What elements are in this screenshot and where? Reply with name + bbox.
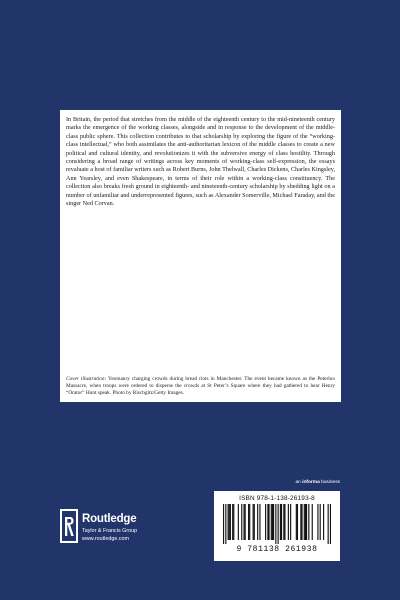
- barcode-bar: [257, 504, 258, 540]
- barcode-bar: [306, 504, 307, 540]
- caption-lead: Cover illustration:: [66, 375, 107, 382]
- barcode-bar: [304, 504, 305, 540]
- barcode-bar: [288, 504, 289, 540]
- barcode-bar: [284, 504, 285, 540]
- routledge-logo: [60, 509, 150, 549]
- barcode-bar: [230, 504, 231, 540]
- isbn-number: ISBN 978-1-138-26193-8: [239, 495, 315, 502]
- barcode-bar: [229, 504, 230, 540]
- barcode-bar: [280, 504, 281, 540]
- barcode-bar: [232, 504, 233, 540]
- publisher-url: www.routledge.com: [82, 536, 130, 542]
- barcode-bar: [328, 504, 329, 544]
- barcode-bar: [253, 504, 254, 540]
- barcode-bar: [281, 504, 282, 540]
- publisher-name: Routledge: [82, 513, 137, 525]
- barcode-bar: [275, 504, 276, 544]
- barcode-bar: [249, 504, 250, 540]
- barcode-bar: [323, 504, 324, 540]
- barcode-bar: [283, 504, 284, 540]
- barcode-bar: [265, 504, 266, 540]
- barcode-bar: [301, 504, 302, 540]
- informa-wordmark: informa: [302, 480, 320, 485]
- barcode-bar: [228, 504, 229, 540]
- barcode-bar: [243, 504, 244, 540]
- book-description: In Britain, the period that stretches from the middle of the eighteenth century to the mid-nineteenth century marks the emergence of the working classes, alongside and in response to the development of the middle-class public sphere. This collection contributes to that scholarship by exploring the figure of the “working-class intellectual,” who both assimilates the anti-authoritarian lexicon of the middle classes to create a new political and cultural identity, and revolutionizes it with the subversive energy of class hostility. Through considering a broad range of writings across key moments of working-class self-expression, the essays revaluate a host of familiar writers such as Robert Burns, John Thelwall, Charles Dickens, Charles Kingsley, Ann Yearsley, and even Shakespeare, in terms of their role within a working-class constituency. The collection also breaks fresh ground in eighteenth- and nineteenth-century scholarship by shedding light on a number of unfamiliar and underrepresented figures, such as Alexander Somerville, Michael Faraday, and the singer Ned Corvan.: [66, 116, 335, 208]
- barcode-bar: [308, 504, 309, 540]
- caption-text: Yeomanry charging crowds during bread riots in Manchester. The event became known as the Peterloo Massacre, when troops were ordered to disperse the crowds at St Peter’s Square where they had gathered to hear Henry “Orator” Hunt speak. Photo by Rischgitz/Getty Images.: [66, 375, 335, 396]
- barcode-bar: [320, 504, 321, 540]
- description-panel: [60, 110, 341, 402]
- barcode-bar: [254, 504, 255, 540]
- barcode-bar: [267, 504, 268, 540]
- barcode-bar: [300, 504, 301, 540]
- barcode-bar: [248, 504, 249, 540]
- barcode-digits: 9 781138 261938: [236, 545, 318, 554]
- barcode-bar: [271, 504, 272, 540]
- barcode-bar: [290, 504, 291, 540]
- barcode-bar: [312, 504, 313, 540]
- barcode-bar: [259, 504, 260, 540]
- publisher-group: Taylor & Francis Group: [82, 528, 138, 534]
- barcode-bar: [272, 504, 273, 540]
- barcode-bar: [225, 504, 226, 544]
- barcode-bar: [278, 504, 279, 544]
- barcode-bar: [273, 504, 274, 540]
- barcode-bar: [317, 504, 318, 540]
- barcode-bar: [268, 504, 269, 540]
- barcode-bar: [241, 504, 242, 540]
- barcode-bar: [245, 504, 246, 540]
- cover-illustration-caption: [66, 376, 335, 397]
- barcode-bar: [233, 504, 234, 540]
- informa-business-label: an informa business: [295, 480, 340, 485]
- barcode-bar: [297, 504, 298, 540]
- barcode-icon: [223, 504, 331, 544]
- barcode-bar: [238, 504, 239, 540]
- barcode-bar: [223, 504, 224, 544]
- barcode-bar: [330, 504, 331, 544]
- barcode-bar: [296, 504, 297, 540]
- barcode-bar: [305, 504, 306, 540]
- routledge-mark-icon: [60, 509, 78, 543]
- barcode-box: [214, 491, 340, 561]
